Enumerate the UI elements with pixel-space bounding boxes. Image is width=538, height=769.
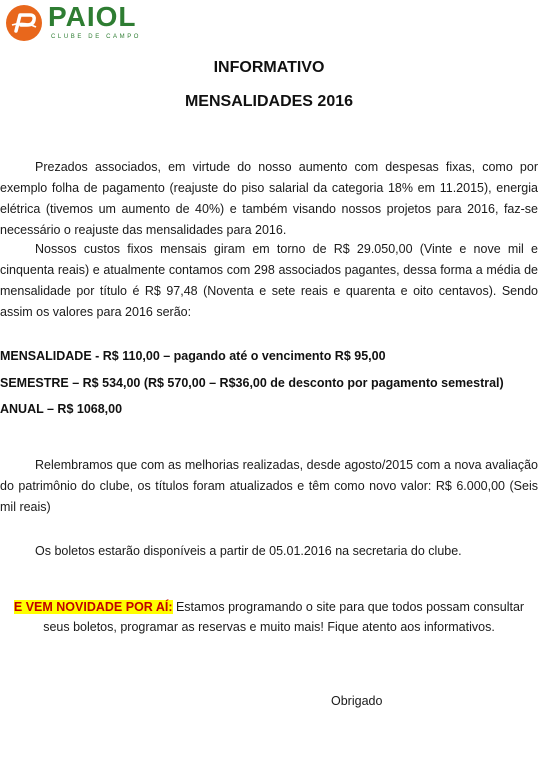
costs-paragraph: Nossos custos fixos mensais giram em torno de R$ 29.050,00 (Vinte e nove mil e cinquenta reais) e atualmente contamos com 298 associados pagantes, dessa forma a média de mensalidade por título é R$ 97,48 (Noventa e sete reais e quarenta e oito centavos). Sendo assim os valores para 2016 serão: xyxy=(0,242,538,319)
document-title: INFORMATIVO xyxy=(213,59,325,76)
intro-paragraph: Prezados associados, em virtude do nosso aumento com despesas fixas, como por exemplo folha de pagamento (reajuste do piso salarial da categoria 18% em 11.2015), energia elétrica (tivemos um aumento de 40%) e também visando nossos projetos para 2016, faz-se necessário o reajuste das mensalidades para 2016. xyxy=(0,160,538,237)
boletos-paragraph: Os boletos estarão disponíveis a partir de 05.01.2016 na secretaria do clube. xyxy=(35,544,462,558)
news-highlight-label: E VEM NOVIDADE POR AÍ: xyxy=(13,600,173,614)
closing-thanks: Obrigado xyxy=(331,694,383,708)
club-logo xyxy=(4,1,142,43)
document-subtitle: MENSALIDADES 2016 xyxy=(184,93,354,110)
price-mensalidade: MENSALIDADE - R$ 110,00 – pagando até o vencimento R$ 95,00 xyxy=(0,349,386,363)
logo-subtitle: CLUBE DE CAMPO xyxy=(51,34,142,40)
reminder-paragraph: Relembramos que com as melhorias realizadas, desde agosto/2015 com a nova avaliação do patrimônio do clube, os títulos foram atualizados e têm como novo valor: R$ 6.000,00 (Seis mil reais) xyxy=(0,458,538,514)
price-anual: ANUAL – R$ 1068,00 xyxy=(0,402,123,416)
news-paragraph xyxy=(0,597,538,637)
news-text: Estamos programando o site para que todos possam consultar seus boletos, programar as reservas e muito mais! Fique atento aos informativos. xyxy=(43,600,525,634)
paiol-logo-icon xyxy=(4,3,44,43)
logo-wordmark: PAIOL xyxy=(48,1,137,32)
price-semestre: SEMESTRE – R$ 534,00 (R$ 570,00 – R$36,00 de desconto por pagamento semestral) xyxy=(0,376,504,390)
